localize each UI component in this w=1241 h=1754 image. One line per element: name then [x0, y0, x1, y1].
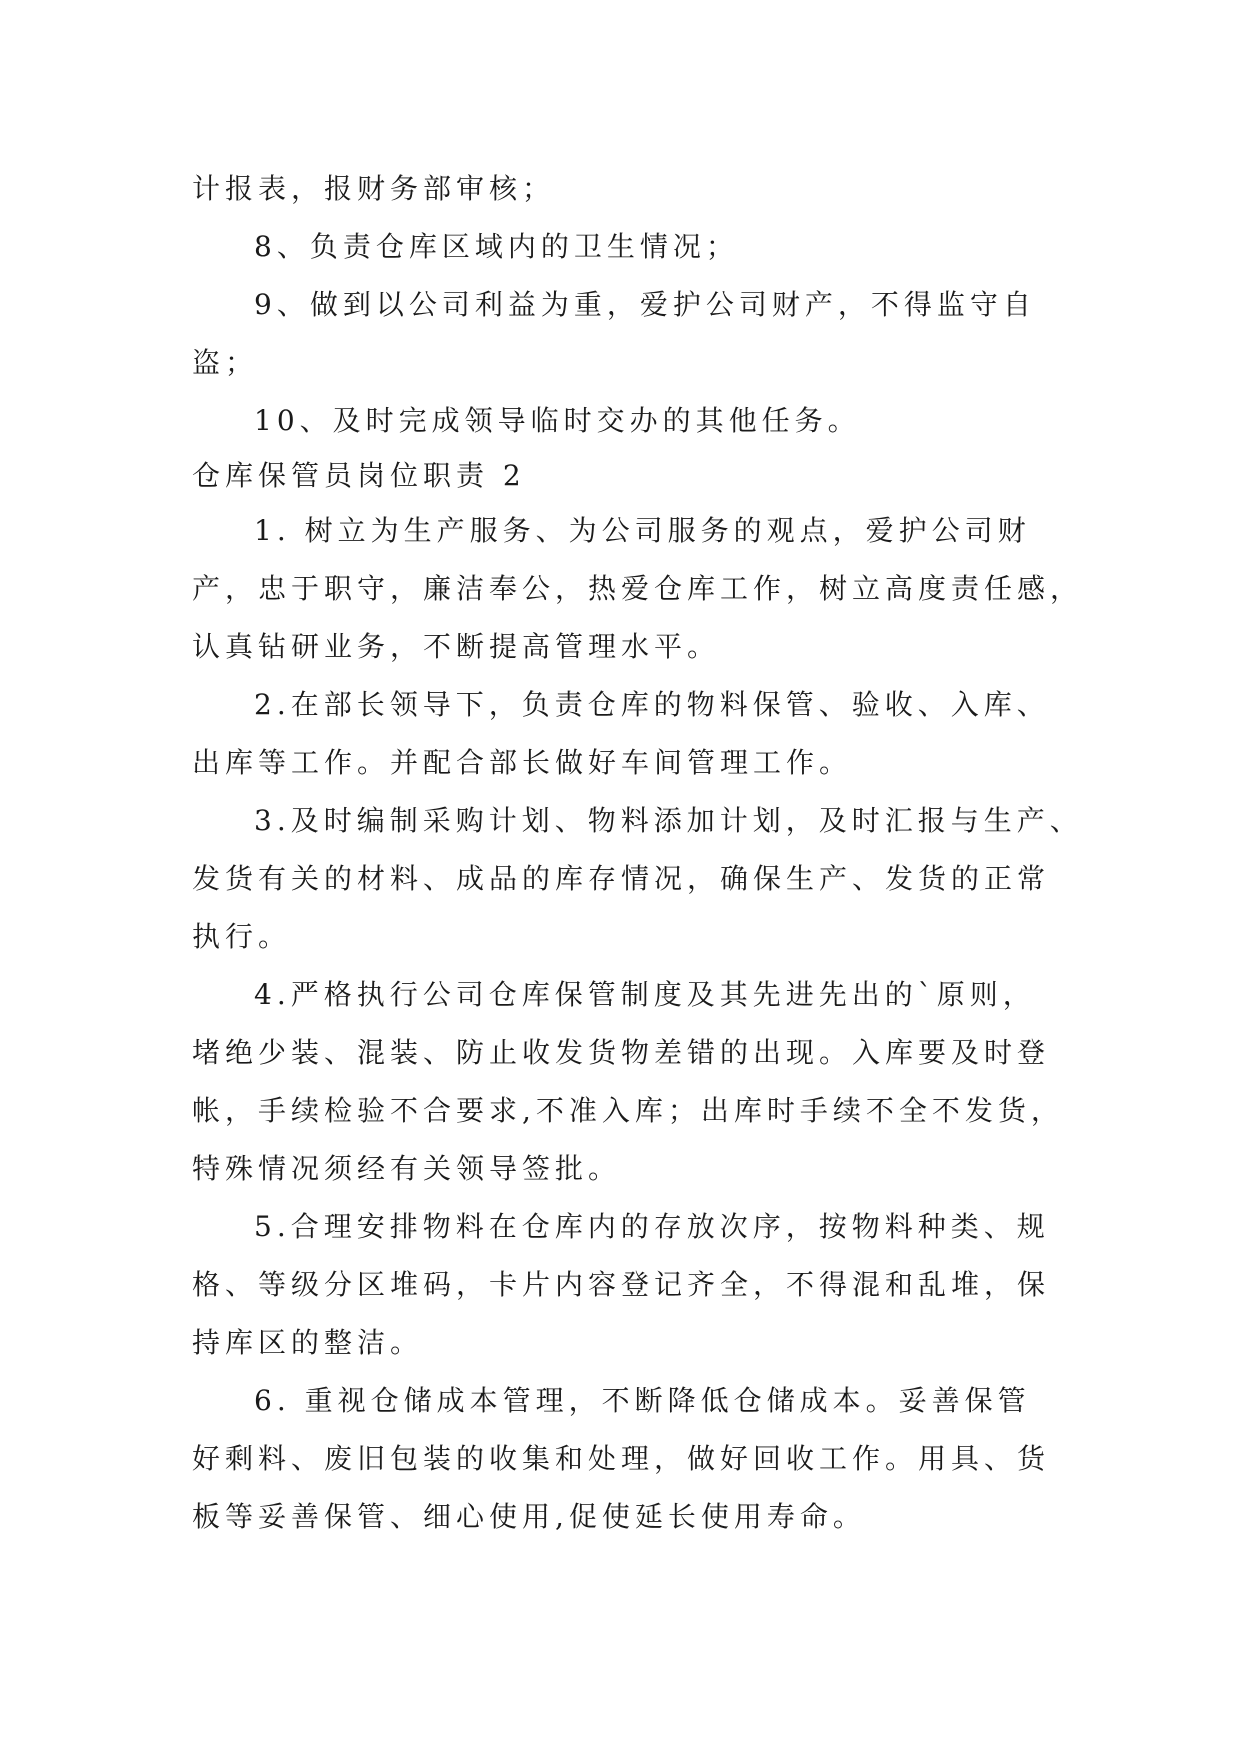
text-line: 帐，手续检验不合要求,不准入库；出库时手续不全不发货， [192, 1094, 1064, 1127]
text-line: 5.合理安排物料在仓库内的存放次序，按物料种类、规 [254, 1210, 1050, 1243]
text-line: 发货有关的材料、成品的库存情况，确保生产、发货的正常 [192, 862, 1051, 895]
text-line: 出库等工作。并配合部长做好车间管理工作。 [192, 746, 853, 779]
text-line: 认真钻研业务，不断提高管理水平。 [192, 630, 721, 663]
text-line: 计报表，报财务部审核； [192, 172, 556, 205]
text-line: 3.及时编制采购计划、物料添加计划，及时汇报与生产、 [254, 804, 1083, 837]
text-line: 堵绝少装、混装、防止收发货物差错的出现。入库要及时登 [192, 1036, 1051, 1069]
text-line: 产，忠于职守，廉洁奉公，热爱仓库工作，树立高度责任感， [192, 572, 1084, 605]
document-body [192, 160, 1082, 1546]
text-line: 8、负责仓库区域内的卫生情况； [254, 230, 739, 263]
section-heading: 仓库保管员岗位职责 2 [192, 459, 526, 492]
text-line: 9、做到以公司利益为重，爱护公司财产，不得监守自 [254, 288, 1036, 321]
text-line: 好剩料、废旧包装的收集和处理，做好回收工作。用具、货 [192, 1442, 1051, 1475]
text-line: 10、及时完成领导临时交办的其他任务。 [254, 404, 861, 437]
text-line: 持库区的整洁。 [192, 1326, 424, 1359]
text-line: 格、等级分区堆码，卡片内容登记齐全，不得混和乱堆，保 [192, 1268, 1051, 1301]
text-line: 1. 树立为生产服务、为公司服务的观点，爱护公司财 [254, 514, 1031, 547]
text-line: 2.在部长领导下，负责仓库的物料保管、验收、入库、 [254, 688, 1050, 721]
text-line: 4.严格执行公司仓库保管制度及其先进先出的`原则， [254, 978, 1036, 1011]
text-line: 板等妥善保管、细心使用,促使延长使用寿命。 [192, 1500, 866, 1533]
text-line: 盗； [192, 346, 259, 379]
text-line: 执行。 [192, 920, 292, 953]
text-line: 6. 重视仓储成本管理，不断降低仓储成本。妥善保管 [254, 1384, 1031, 1417]
text-line: 特殊情况须经有关领导签批。 [192, 1152, 622, 1185]
